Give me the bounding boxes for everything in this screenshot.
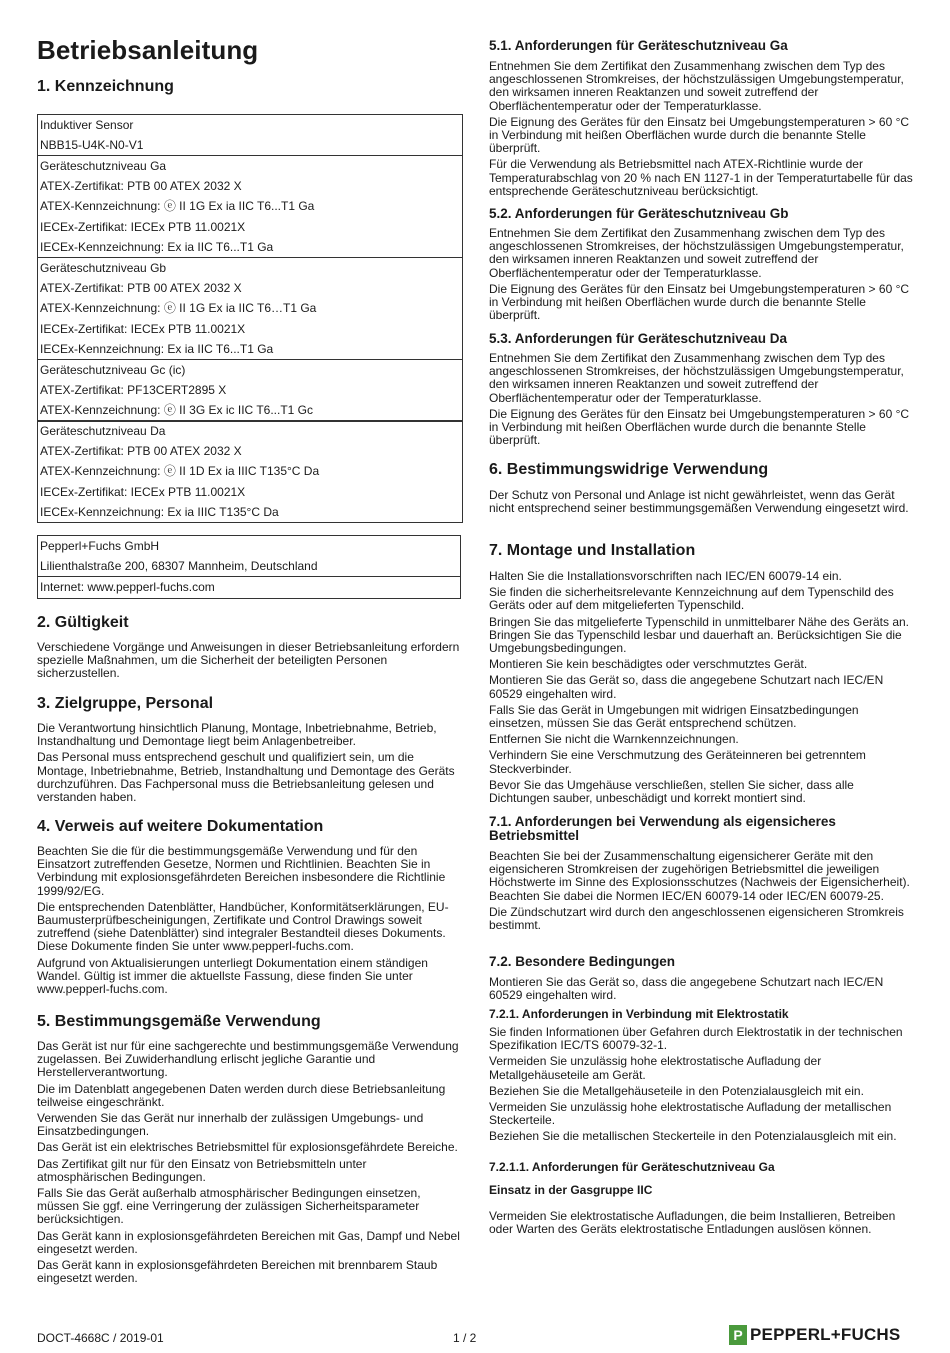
table-cell: Induktiver Sensor	[40, 118, 134, 132]
paragraph: Der Schutz von Personal und Anlage ist nicht gewährleistet, wenn das Gerät nicht entsprechend seiner bestimmungsgemäßen Verwendung eingesetzt wird.	[489, 488, 909, 516]
paragraph: Bevor Sie das Umgehäuse verschließen, stellen Sie sicher, dass alle Dichtungen sauber, unbeschädigt und korrekt montiert sind.	[489, 777, 854, 806]
company-address: Lilienthalstraße 200, 68307 Mannheim, Deutschland	[37, 556, 461, 576]
paragraph: Bringen Sie das mitgelieferte Typenschild in unmittelbarer Nähe des Geräts an. Bringen Sie das Typenschild lesbar und dauerhaft an. Berücksichtigen Sie die Umgebungsbedingungen.	[489, 614, 910, 656]
paragraph: Die Eignung des Gerätes für den Einsatz bei Umgebungstemperaturen > 60 °C in Verbindung mit heißen Oberflächen wurde durch die benannte Stelle überprüft.	[489, 114, 910, 156]
logo-mark-icon: P	[729, 1325, 747, 1345]
paragraph: Halten Sie die Installationsvorschriften nach IEC/EN 60079-14 ein.	[489, 569, 842, 583]
paragraph: Sie finden die sicherheitsrelevante Kennzeichnung auf dem Typenschild des Geräts oder auf dem mitgelieferten Typenschild.	[489, 585, 894, 613]
section-7-2-1-heading: 7.2.1. Anforderungen in Verbindung mit Elektrostatik	[489, 1007, 789, 1021]
section-5-3-heading: 5.3. Anforderungen für Geräteschutzniveau Da	[489, 331, 788, 346]
table-cell: Geräteschutzniveau Ga	[40, 159, 167, 173]
section-7-1-body	[489, 850, 913, 935]
section-5-1-heading: 5.1. Anforderungen für Geräteschutzniveau Ga	[489, 38, 788, 53]
section-7-2-1-1-body	[489, 1210, 913, 1239]
kennzeichnung-group-gc	[37, 359, 463, 422]
paragraph: Die Verantwortung hinsichtlich Planung, Montage, Inbetriebnahme, Betrieb, Instandhaltung und Demontage liegt beim Anlagenbetreiber.	[37, 721, 437, 749]
table-cell: IECEx-Zertifikat: IECEx PTB 11.0021X	[40, 321, 246, 336]
table-cell: ATEX-Kennzeichnung: ⓔ II 1G Ex ia IIC T6…T1 Ga	[40, 301, 317, 316]
section-5-3-body	[489, 352, 913, 450]
section-7-2-body	[489, 976, 913, 1005]
page-title: Betriebsanleitung	[37, 35, 259, 65]
section-7-2-1-body	[489, 1026, 913, 1147]
section-1-heading: 1. Kennzeichnung	[37, 78, 174, 95]
paragraph: Beachten Sie bei der Zusammenschaltung eigensicherer Geräte mit den eigensicheren Stromkreisen der zugehörigen Betriebsmittel die jeweiligen Höchstwerte im Sinne des Explosionsschutzes (Nachweis der Eigensicherheit). Beachten Sie dabei die Normen IEC/EN 60079-14 oder IEC/EN 60079-25.	[489, 849, 910, 903]
document-id: DOCT-4668C / 2019-01	[37, 1331, 164, 1345]
section-5-2-body	[489, 227, 913, 325]
section-7-2-heading: 7.2. Besondere Bedingungen	[489, 954, 676, 969]
paragraph: Montieren Sie kein beschädigtes oder verschmutztes Gerät.	[489, 657, 808, 672]
table-cell: Geräteschutzniveau Gb	[40, 261, 167, 275]
section-4-heading: 4. Verweis auf weitere Dokumentation	[37, 818, 324, 835]
table-cell: IECEx-Zertifikat: IECEx PTB 11.0021X	[40, 219, 246, 234]
table-cell: ATEX-Zertifikat: PTB 00 ATEX 2032 X	[40, 444, 242, 459]
section-7-2-1-1-heading: 7.2.1.1. Anforderungen für Geräteschutzniveau Ga	[489, 1160, 775, 1174]
paragraph: Entnehmen Sie dem Zertifikat den Zusammenhang zwischen dem Typ des angeschlossenen Stromkreises, der höchstzulässigen Umgebungstemperatur, den wirksamen inneren Reaktanzen und soweit zutreffend der Oberflächentemperatur oder der Temperaturklasse.	[489, 351, 904, 405]
paragraph: Das Gerät ist nur für eine sachgerechte und bestimmungsgemäße Verwendung zugelassen. Bei Zuwiderhandlung erlischt jegliche Garantie und Herstellerverantwortung.	[37, 1039, 459, 1080]
company-name: Pepperl+Fuchs GmbH	[37, 535, 461, 556]
table-cell: Geräteschutzniveau Da	[40, 424, 166, 438]
paragraph: Vermeiden Sie unzulässig hohe elektrostatische Aufladung der metallischen Steckerteile.	[489, 1100, 892, 1128]
table-cell: ATEX-Kennzeichnung: ⓔ II 1G Ex ia IIC T6...T1 Ga	[40, 199, 315, 214]
table-cell: ATEX-Zertifikat: PTB 00 ATEX 2032 X	[40, 281, 242, 296]
section-5-1-body	[489, 60, 913, 201]
paragraph: Beziehen Sie die Metallgehäuseteile in den Potenzialausgleich mit ein.	[489, 1083, 864, 1098]
paragraph: Das Personal muss entsprechend geschult und qualifiziert sein, um die Montage, Inbetriebnahme, Betrieb, Instandhaltung und Demontage des Geräts durchzuführen. Das Fachpersonal muss die Betriebsanleitung gelesen und verstanden haben.	[37, 750, 455, 805]
table-cell: IECEx-Kennzeichnung: Ex ia IIC T6...T1 Ga	[40, 341, 274, 356]
table-cell: ATEX-Zertifikat: PF13CERT2895 X	[40, 383, 227, 398]
paragraph: Entfernen Sie nicht die Warnkennzeichnungen.	[489, 732, 739, 747]
table-cell: ATEX-Kennzeichnung: ⓔ II 3G Ex ic IIC T6...T1 Gc	[40, 403, 313, 418]
section-6-heading: 6. Bestimmungswidrige Verwendung	[489, 461, 769, 478]
paragraph: Das Zertifikat gilt nur für den Einsatz von Betriebsmitteln unter atmosphärischen Bedingungen.	[37, 1156, 367, 1184]
kennzeichnung-group-sensor	[37, 114, 463, 156]
company-website: Internet: www.pepperl-fuchs.com	[37, 576, 461, 598]
paragraph: Vermeiden Sie unzulässig hohe elektrostatische Aufladung der Metallgehäuseteile am Gerät.	[489, 1054, 822, 1082]
kennzeichnung-group-da	[37, 420, 463, 523]
paragraph: Die Zündschutzart wird durch den angeschlossenen eigensicheren Stromkreis bestimmt.	[489, 904, 904, 933]
table-cell: Geräteschutzniveau Gc (ic)	[40, 363, 186, 377]
paragraph: Für die Verwendung als Betriebsmittel nach ATEX-Richtlinie wurde der Temperaturabschlag von 20 % nach EN 1127-1 in der Temperaturtabelle für das entsprechende Geräteschutzniveau berücksichtigt.	[489, 157, 913, 198]
paragraph: Das Gerät kann in explosionsgefährdeten Bereichen mit brennbarem Staub eingesetzt werden.	[37, 1258, 438, 1286]
section-2-body	[37, 641, 461, 681]
table-cell: ATEX-Kennzeichnung: ⓔ II 1D Ex ia IIIC T135°C Da	[40, 464, 320, 479]
paragraph: Montieren Sie das Gerät so, dass die angegebene Schutzart nach IEC/EN 60529 eingehalten wird.	[489, 975, 884, 1003]
paragraph: Falls Sie das Gerät außerhalb atmosphärischer Bedingungen einsetzen, müssen Sie ggf. eine Verringerung der zulässigen Sicherheitsparameter berücksichtigen.	[37, 1186, 421, 1227]
section-2-heading: 2. Gültigkeit	[37, 614, 129, 631]
section-7-1-heading: 7.1. Anforderungen bei Verwendung als eigensicheres Betriebsmittel	[489, 814, 836, 843]
table-cell: IECEx-Kennzeichnung: Ex ia IIC T6...T1 Ga	[40, 239, 274, 254]
paragraph: Beziehen Sie die metallischen Steckerteile in den Potenzialausgleich mit ein.	[489, 1129, 897, 1144]
paragraph: Die Eignung des Gerätes für den Einsatz bei Umgebungstemperaturen > 60 °C in Verbindung mit heißen Oberflächen wurde durch die benannte Stelle überprüft.	[489, 406, 910, 448]
paragraph: Die im Datenblatt angegebenen Daten werden durch diese Betriebsanleitung teilweise eingeschränkt.	[37, 1081, 446, 1109]
paragraph: Aufgrund von Aktualisierungen unterliegt Dokumentation einem ständigen Wandel. Gültig ist immer die aktuellste Fassung, diese finden Sie unter www.pepperl-fuchs.com.	[37, 955, 428, 997]
section-5-body	[37, 1040, 461, 1288]
section-7-heading: 7. Montage und Installation	[489, 542, 696, 559]
paragraph: Verwenden Sie das Gerät nur innerhalb der zulässigen Umgebungs- und Einsatzbedingungen.	[37, 1111, 424, 1139]
section-3-heading: 3. Zielgruppe, Personal	[37, 695, 214, 712]
section-7-body	[489, 570, 913, 808]
gas-group-subheading: Einsatz in der Gasgruppe IIC	[489, 1183, 653, 1197]
page-number: 1 / 2	[453, 1331, 477, 1345]
paragraph: Beachten Sie die für die bestimmungsgemäße Verwendung und für den Einsatzort zutreffenden Gesetze, Normen und Richtlinien. Beachten Sie in Verbindung mit explosionsgefährdeten Bereichen insbesondere die Richtlinie 1999/92/EG.	[37, 844, 446, 898]
table-cell: IECEx-Kennzeichnung: Ex ia IIIC T135°C Da	[40, 504, 279, 519]
section-5-heading: 5. Bestimmungsgemäße Verwendung	[37, 1013, 321, 1030]
paragraph: Verhindern Sie eine Verschmutzung des Geräteinneren bei getrenntem Steckverbinder.	[489, 748, 866, 776]
section-4-body	[37, 845, 461, 999]
kennzeichnung-group-ga	[37, 155, 463, 258]
paragraph: Entnehmen Sie dem Zertifikat den Zusammenhang zwischen dem Typ des angeschlossenen Stromkreises, der höchstzulässigen Umgebungstemperatur, den wirksamen inneren Reaktanzen und soweit zutreffend der Oberflächentemperatur oder der Temperaturklasse.	[489, 226, 904, 280]
logo-wordmark: PEPPERL+FUCHS	[750, 1325, 901, 1344]
section-5-2-heading: 5.2. Anforderungen für Geräteschutzniveau Gb	[489, 206, 789, 221]
paragraph: Das Gerät ist ein elektrisches Betriebsmittel für explosionsgefährdete Bereiche.	[37, 1140, 458, 1155]
paragraph: Falls Sie das Gerät in Umgebungen mit widrigen Einsatzbedingungen einsetzen, müssen Sie das Gerät entsprechend schützen.	[489, 702, 859, 731]
paragraph: Entnehmen Sie dem Zertifikat den Zusammenhang zwischen dem Typ des angeschlossenen Stromkreises, der höchstzulässigen Umgebungstemperatur, den wirksamen inneren Reaktanzen und soweit zutreffend der Oberflächentemperatur oder der Temperaturklasse.	[489, 59, 904, 113]
section-3-body	[37, 722, 461, 807]
company-box	[37, 535, 461, 599]
paragraph: Montieren Sie das Gerät so, dass die angegebene Schutzart nach IEC/EN 60529 eingehalten wird.	[489, 673, 884, 701]
paragraph: Verschiedene Vorgänge und Anweisungen in dieser Betriebsanleitung erfordern spezielle Maßnahmen, um die Sicherheit der beteiligten Personen sicherzustellen.	[37, 640, 460, 681]
paragraph: Sie finden Informationen über Gefahren durch Elektrostatik in der technischen Spezifikation IEC/TS 60079-32-1.	[489, 1025, 903, 1053]
paragraph: Die entsprechenden Datenblätter, Handbücher, Konformitätserklärungen, EU-Baumusterprüfbescheinigungen, Zertifikate und Control Drawings soweit zutreffend (siehe Datenblätter) sind integraler Bestandteil dieses Dokuments. Diese Dokumente finden Sie unter www.pepperl-fuchs.com.	[37, 899, 449, 954]
section-6-body	[489, 489, 913, 518]
paragraph: Die Eignung des Gerätes für den Einsatz bei Umgebungstemperaturen > 60 °C in Verbindung mit heißen Oberflächen wurde durch die benannte Stelle überprüft.	[489, 281, 910, 323]
pepperl-fuchs-logo	[729, 1325, 900, 1345]
table-cell: NBB15-U4K-N0-V1	[40, 138, 144, 153]
paragraph: Das Gerät kann in explosionsgefährdeten Bereichen mit Gas, Dampf und Nebel eingesetzt werden.	[37, 1228, 460, 1256]
kennzeichnung-group-gb	[37, 257, 463, 360]
table-cell: IECEx-Zertifikat: IECEx PTB 11.0021X	[40, 484, 246, 499]
paragraph: Vermeiden Sie elektrostatische Aufladungen, die beim Installieren, Betreiben oder Warten des Geräts elektrostatische Entladungen auslösen können.	[489, 1209, 896, 1237]
table-cell: ATEX-Zertifikat: PTB 00 ATEX 2032 X	[40, 179, 242, 194]
